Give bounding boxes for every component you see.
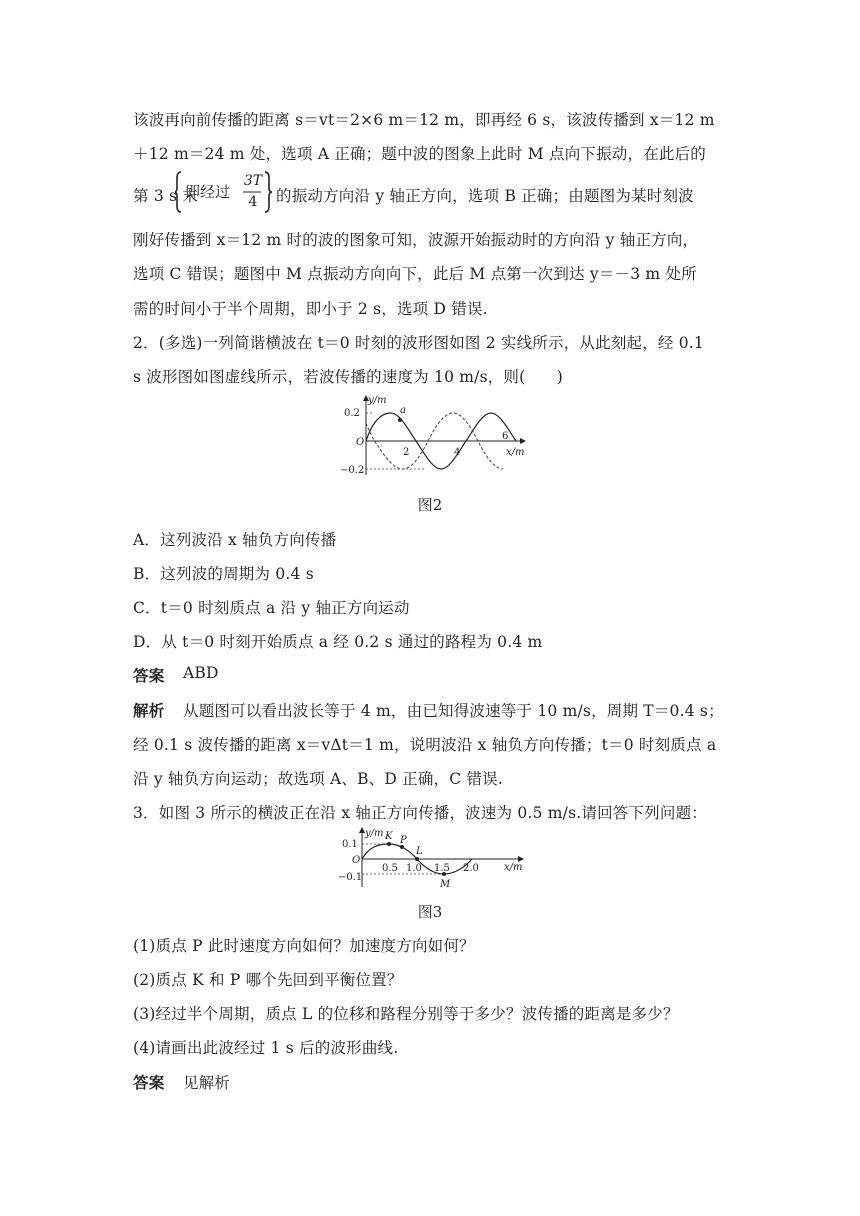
option-b: B．这列波的周期为 0.4 s — [133, 565, 314, 583]
fig2-xtick-6: 6 — [502, 431, 509, 442]
figure-2-caption: 图2 — [417, 496, 443, 514]
subquestion-4: (4)请画出此波经过 1 s 后的波形曲线. — [133, 1039, 399, 1057]
answer-2-value: ABD — [183, 664, 219, 682]
subquestion-2: (2)质点 K 和 P 哪个先回到平衡位置？ — [133, 971, 403, 989]
analysis-2-line-3: 沿 y 轴负方向运动；故选项 A、B、D 正确，C 错误. — [133, 770, 503, 788]
question-2-line-1: 2．(多选)一列简谐横波在 t＝0 时刻的波形图如图 2 实线所示，从此刻起，经 0.1 — [133, 334, 704, 352]
fraction-denominator: 4 — [248, 194, 258, 210]
fig3-xtick-05: 0.5 — [382, 863, 398, 874]
fig2-ytick-bottom: −0.2 — [340, 465, 365, 476]
question-2-line-2: s 波形图如图虚线所示，若波传播的速度为 10 m/s，则( ) — [133, 368, 564, 386]
fig3-ytick-top: 0.1 — [342, 839, 358, 850]
fig2-xtick-4: 4 — [454, 447, 461, 458]
fraction-numerator: 3T — [243, 173, 263, 189]
subquestion-3: (3)经过半个周期，质点 L 的位移和路程分别等于多少？波传播的距离是多少？ — [133, 1005, 679, 1023]
analysis-2-label: 解析 — [133, 701, 165, 720]
fig2-origin: O — [356, 437, 365, 448]
fig2-xtick-2: 2 — [403, 447, 410, 458]
subquestion-1: (1)质点 P 此时速度方向如何？加速度方向如何？ — [133, 937, 475, 955]
figure-2-wave-graph — [330, 393, 530, 483]
fig3-xtick-20: 2.0 — [463, 863, 479, 874]
fig3-label-p: P — [400, 835, 407, 846]
fig3-xlabel: x/m — [504, 862, 523, 873]
text-line-3b: 的振动方向沿 y 轴正方向，选项 B 正确；由题图为某时刻波 — [276, 187, 694, 205]
option-a: A．这列波沿 x 轴负方向传播 — [133, 531, 337, 549]
fig2-label-a: a — [400, 405, 406, 416]
text-line-3a: 第 3 s 末 — [133, 187, 198, 205]
answer-2-label: 答案 — [133, 666, 165, 685]
fig2-ylabel: y/m — [368, 395, 387, 406]
bracket-text: 即经过 — [185, 183, 231, 201]
text-line-5: 选项 C 错误；题图中 M 点振动方向向下，此后 M 点第一次到达 y＝－3 m 处所 — [133, 265, 697, 283]
question-3: 3．如图 3 所示的横波正在沿 x 轴正方向传播，波速为 0.5 m/s.请回答下列问题： — [133, 804, 707, 822]
fig3-label-l: L — [416, 846, 423, 857]
analysis-2-line-2: 经 0.1 s 波传播的距离 x＝vΔt＝1 m，说明波沿 x 轴负方向传播；t＝0 时刻质点 a — [133, 736, 717, 754]
fig3-point-l — [415, 857, 419, 861]
text-line-6: 需的时间小于半个周期，即小于 2 s，选项 D 错误. — [133, 300, 488, 318]
fig3-label-k: K — [385, 831, 393, 842]
fig3-xtick-10: 1.0 — [406, 863, 422, 874]
answer-3-label: 答案 — [133, 1073, 165, 1092]
fig2-xlabel: x/m — [506, 447, 525, 458]
fig2-point-a — [398, 418, 402, 422]
option-c: C．t＝0 时刻质点 a 沿 y 轴正方向运动 — [133, 599, 410, 617]
analysis-2-line-1: 从题图可以看出波长等于 4 m，由已知得波速等于 10 m/s，周期 T＝0.4 s； — [183, 702, 724, 720]
text-line-2: ＋12 m＝24 m 处，选项 A 正确；题中波的图象上此时 M 点向下振动，在此后的 — [133, 145, 706, 163]
fig2-ytick-top: 0.2 — [344, 408, 360, 419]
fig3-point-k — [387, 842, 391, 846]
fig3-ytick-bottom: −0.1 — [338, 872, 363, 883]
figure-3-wave-graph — [336, 827, 536, 893]
option-d: D．从 t＝0 时刻开始质点 a 经 0.2 s 通过的路程为 0.4 m — [133, 633, 543, 651]
fig3-origin: O — [352, 855, 361, 866]
text-line-4: 刚好传播到 x＝12 m 时的波的图象可知，波源开始振动时的方向沿 y 轴正方向， — [133, 231, 699, 249]
bracket-expression — [175, 168, 275, 216]
fig3-ylabel: y/m — [365, 828, 384, 839]
figure-3-caption: 图3 — [417, 903, 443, 921]
fig3-xtick-15: 1.5 — [434, 863, 450, 874]
text-line-1: 该波再向前传播的距离 s＝vt＝2×6 m＝12 m，即再经 6 s，该波传播到 x＝12 m — [133, 111, 715, 129]
answer-3-value: 见解析 — [183, 1074, 231, 1092]
fig3-label-m: M — [440, 879, 451, 890]
